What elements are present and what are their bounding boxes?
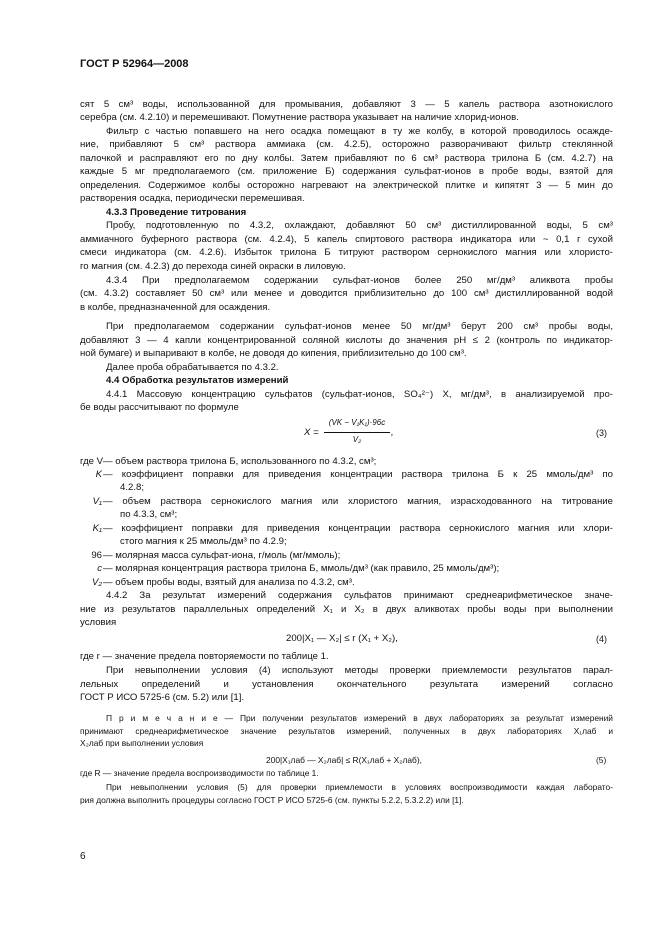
definition-text: по 4.3.3, см³; — [120, 509, 178, 520]
paragraph-line: каждые 5 мг предполагаемого (см. приложение Б) содержания сульфат-ионов в пробе воды, взятой для — [80, 166, 613, 177]
paragraph-line: го магния (см. 4.2.3) до перехода синей окраски в лиловую. — [80, 261, 346, 272]
paragraph-line: 4.4.2 За результат измерений содержания сульфатов принимают среднеарифметическое значе- — [106, 590, 613, 601]
paragraph-line: 4.3.4 При предполагаемом содержании сульфат-ионов более 250 мг/дм³ аликвота пробы — [106, 275, 613, 286]
paragraph-line: растворения осадка, периодически перемешивая. — [80, 193, 305, 204]
paragraph-line: ние из результатов параллельных определений X₁ и X₂ в двух аликвотах пробы воды при выполнении — [80, 604, 613, 615]
document-header: ГОСТ Р 52964—2008 — [80, 58, 189, 70]
paragraph-line: ной бумаге) и выпаривают в колбе, не доводя до кипения, приблизительно до 100 см³. — [80, 348, 467, 359]
formula-5: 200|X₁лаб — X₂лаб| ≤ R(X₁лаб + X₂лаб), — [266, 755, 422, 765]
paragraph-line: серебра (см. 4.2.10) и перемешивают. Помутнение раствора указывает на наличие хлорид-ионов. — [80, 112, 519, 123]
definition-text: — коэффициент поправки для приведения концентрации раствора трилона Б к 25 ммоль/дм³ по — [103, 469, 613, 480]
paragraph-line: Далее проба обрабатывается по 4.3.2. — [106, 362, 279, 373]
definition-text: — молярная концентрация раствора трилона Б, ммоль/дм³ (как правило, 25 ммоль/дм³); — [103, 563, 500, 574]
page-number: 6 — [80, 851, 86, 862]
paragraph-line: 4.4.1 Массовую концентрацию сульфатов (сульфат-ионов, SO₄²⁻) X, мг/дм³, в анализируемой про- — [106, 389, 613, 400]
paragraph-line: в колбе, предназначенной для осаждения. — [80, 302, 271, 313]
paragraph-line: При предполагаемом содержании сульфат-ионов менее 50 мг/дм³ берут 200 см³ пробы воды, — [106, 321, 613, 332]
definition-symbol: 96 — [91, 550, 102, 561]
definition-symbol: V₁ — [92, 496, 102, 507]
paragraph-line: (см. 4.3.2) составляет 50 см³ или менее и доводится приблизительно до 100 см³ дистиллированной водой — [80, 288, 613, 299]
paragraph-line: где r — значение предела повторяемости по таблице 1. — [80, 651, 329, 662]
paragraph-line: Пробу, подготовленную по 4.3.2, охлаждают, добавляют 50 см³ дистиллированной воды, 5 см³ — [106, 220, 613, 231]
definition-symbol: c — [97, 563, 102, 574]
note-line: При невыполнении условия (5) для проверки приемлемости в условиях воспроизводимости каждая лаборато- — [106, 782, 613, 792]
paragraph-line: ние, прибавляют 5 см³ раствора аммиака (см. 4.2.5), осторожно разворачивают фильтр стеклянной — [80, 139, 613, 150]
paragraph-line: условия — [80, 617, 117, 628]
paragraph-line: лельных определений и установления окончательного результата измерений согласно — [80, 679, 613, 690]
paragraph-line: добавляют 3 — 4 капли концентрированной соляной кислоты до значения рН ≤ 2 (контроль по индикатор- — [80, 335, 613, 346]
paragraph-line: ГОСТ Р ИСО 5725-6 (см. 5.2) или [1]. — [80, 692, 245, 703]
definition-symbol: V₂ — [91, 577, 102, 588]
formula-4: 200|X₁ — X₂| ≤ r (X₁ + X₂), — [286, 633, 398, 644]
paragraph-line: сят 5 см³ воды, использованной для промывания, добавляют 3 — 5 капель раствора азотнокислого — [80, 99, 613, 110]
definition-text: — молярная масса сульфат-иона, г/моль (мг/ммоль); — [103, 550, 341, 561]
paragraph-line: Фильтр с частью попавшего на него осадка помещают в ту же колбу, в которой проводилось осажде- — [106, 126, 613, 137]
definition-text: — объем раствора трилона Б, использованного по 4.3.2, см³; — [103, 456, 377, 467]
definition-text: 4.2.8; — [120, 482, 145, 493]
paragraph-line: определения. Содержимое колбы осторожно нагревают на электрической плитке и кипятят 3 — 5 мин до — [80, 180, 613, 191]
equation-number: (4) — [596, 634, 607, 644]
formula-tail: , — [391, 427, 394, 438]
paragraph-line: аммиачного буферного раствора (см. 4.2.4), 5 капель спиртового раствора индикатора или ~ 0,1 г сухой — [80, 234, 613, 245]
definition-text: — коэффициент поправки для приведения концентрации раствора сернокислого магния или хлори- — [103, 523, 613, 534]
note-line: рия должна выполнить процедуры согласно ГОСТ Р ИСО 5725-6 (см. пункты 5.2.2, 5.3.2.2) или [1]. — [80, 795, 464, 805]
paragraph-line: смеси индикатора (см. 4.2.6). Избыток трилона Б титруют раствором сернокислого магния или хлористо- — [80, 247, 613, 258]
formula-numerator: (VK − V₁K₁)·96c — [328, 418, 386, 427]
note-line: X₂лаб при выполнении условия — [80, 738, 204, 748]
formula-lhs: X = — [304, 427, 319, 438]
paragraph-line: бе воды рассчитывают по формуле — [80, 402, 239, 413]
definition-text: стого магния к 25 ммоль/дм³ по 4.2.9; — [120, 536, 287, 547]
equation-number: (5) — [596, 755, 607, 765]
definition-symbol: где V — [80, 456, 104, 467]
definition-symbol: K — [95, 469, 102, 480]
section-heading: 4.4 Обработка результатов измерений — [106, 375, 289, 386]
fraction-line — [324, 432, 390, 433]
paragraph-line: палочкой и расправляют его по дну колбы. Затем прибавляют по 6 см³ раствора трилона Б (см. 4.2.7) на — [80, 153, 613, 164]
section-heading: 4.3.3 Проведение титрования — [106, 207, 247, 218]
definition-text: — объем пробы воды, взятый для анализа по 4.3.2, см³. — [103, 577, 355, 588]
note-line: принимают среднеарифметическое значение результатов измерений, полученных в двух лабораториях X₁лаб и — [80, 726, 613, 736]
definition-text: — объем раствора сернокислого магния или хлористого магния, израсходованного на титрование — [103, 496, 613, 507]
definition-symbol: K₁ — [92, 523, 102, 534]
note-line: П р и м е ч а н и е — При получении результатов измерений в двух лабораториях за результат измерений — [106, 713, 613, 723]
paragraph-line: При невыполнении условия (4) используют методы проверки приемлемости результатов парал- — [106, 665, 613, 676]
equation-number: (3) — [596, 428, 607, 438]
formula-denominator: V₂ — [352, 435, 362, 444]
note-line: где R — значение предела воспроизводимости по таблице 1. — [80, 768, 319, 778]
